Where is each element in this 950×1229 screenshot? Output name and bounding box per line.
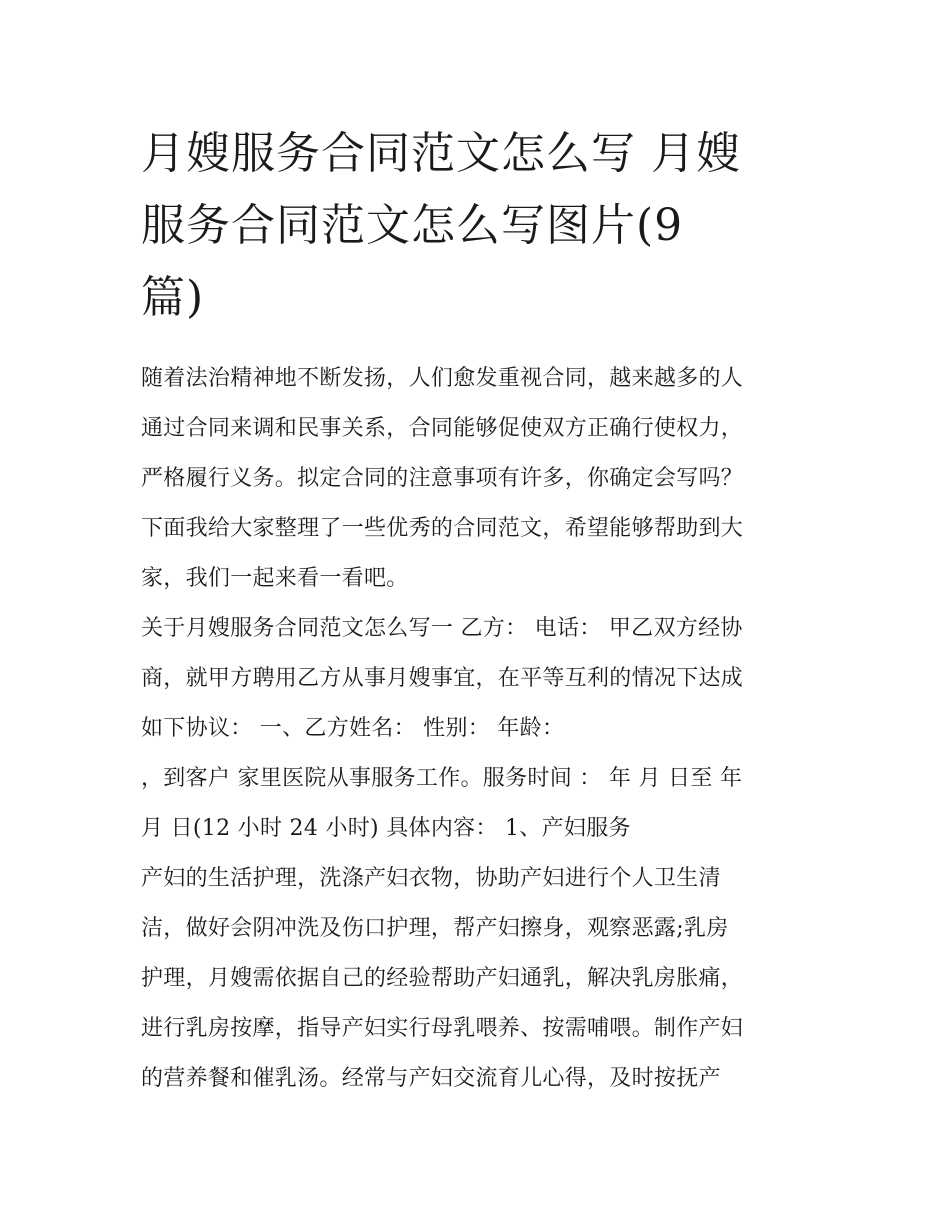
body-line: 下面我给大家整理了一些优秀的合同范文，希望能够帮助到大 <box>141 516 744 541</box>
title-line: 篇) <box>141 272 205 323</box>
body-line: 家，我们一起来看一看吧。 <box>141 566 409 591</box>
title-line: 月嫂服务合同范文怎么写 月嫂 <box>141 128 741 179</box>
body-line: 随着法治精神地不断发扬，人们愈发重视合同，越来越多的人 <box>141 366 744 391</box>
body-line: 的营养餐和催乳汤。经常与产妇交流育儿心得，及时按抚产 <box>141 1066 721 1091</box>
document-title <box>141 118 813 334</box>
body-line: 严格履行义务。拟定合同的注意事项有许多，你确定会写吗？ <box>141 466 744 491</box>
body-line: 进行乳房按摩，指导产妇实行母乳喂养、按需哺喂。制作产妇 <box>141 1016 744 1041</box>
title-line: 服务合同范文怎么写图片(9 <box>141 200 684 251</box>
body-line: 产妇的生活护理，洗涤产妇衣物，协助产妇进行个人卫生清 <box>141 866 721 891</box>
body-line: 商，就甲方聘用乙方从事月嫂事宜，在平等互利的情况下达成 <box>141 666 744 691</box>
body-line: 护理，月嫂需依据自己的经验帮助产妇通乳，解决乳房胀痛， <box>141 966 744 991</box>
body-line: ，到客户 家里医院从事服务工作。服务时间 ： 年 月 日至 年 <box>141 766 743 791</box>
body-line: 洁，做好会阴冲洗及伤口护理，帮产妇擦身，观察恶露;乳房 <box>141 916 729 941</box>
body-line: 月 日(12 小时 24 小时) 具体内容： 1、产妇服务 <box>141 816 631 841</box>
body-line: 通过合同来调和民事关系，合同能够促使双方正确行使权力， <box>141 416 744 441</box>
body-line: 关于月嫂服务合同范文怎么写一 乙方： 电话： 甲乙双方经协 <box>141 616 743 641</box>
document-page <box>141 118 813 1104</box>
body-line: 如下协议： 一、乙方姓名： 性别： 年龄： <box>141 716 565 741</box>
document-body <box>141 354 813 1104</box>
